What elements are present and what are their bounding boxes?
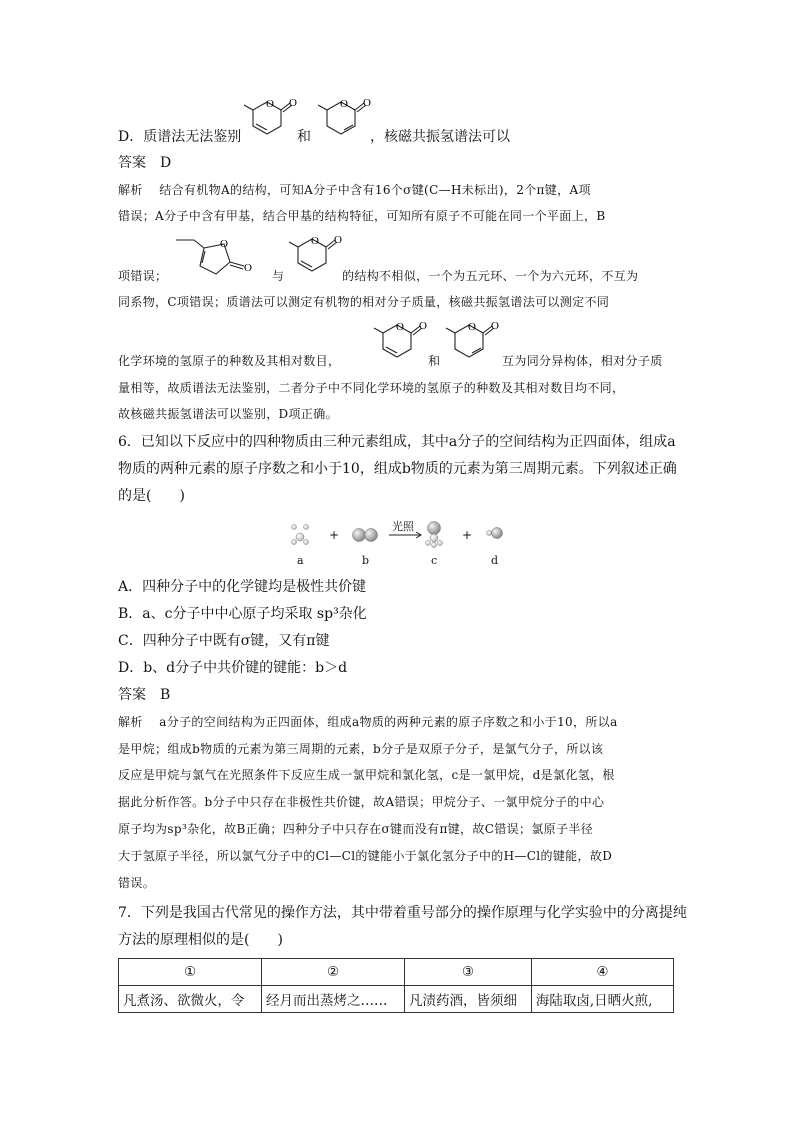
q5-and-1-text: 和 <box>297 129 311 145</box>
table-cell: 凡煮汤、欲微火，令 <box>119 986 262 1013</box>
q5-exp-line-3-suffix: 的结构不相似，一个为五元环、一个为六元环，不互为 <box>342 269 639 283</box>
q7-stem-line-1: 7．下列是我国古代常见的操作方法，其中带着重号部分的操作原理与化学实验中的分离提纯 <box>118 905 687 921</box>
chloromethane-molecule-icon <box>426 522 443 548</box>
table-header-row <box>119 959 674 986</box>
table-header-cell: ② <box>262 959 405 986</box>
reaction-condition: 光照 <box>392 520 414 533</box>
q5-exp-line-5-and: 和 <box>428 354 441 368</box>
q5-option-d-prefix: D．质谱法无法鉴别 <box>118 129 242 145</box>
table-header-cell: ① <box>119 959 262 986</box>
q7-stem-line-2: 方法的原理相似的是( ) <box>118 932 283 948</box>
lactone-five-ring-structure <box>172 232 262 282</box>
chlorine-molecule-icon <box>353 529 378 542</box>
q5-exp-line-4: 同系物，C项错误；质谱法可以测定有机物的相对分子质量，核磁共振氢谱法可以测定不同 <box>118 295 610 309</box>
q5-exp-line-3-prefix: 项错误； <box>118 269 168 283</box>
reaction-label-a: a <box>297 554 304 567</box>
q6-stem-line-1: 6．已知以下反应中的四种物质由三种元素组成，其中a分子的空间结构为正四面体，组成a <box>118 434 676 450</box>
q5-exp-line-7: 故核磁共振氢谱法可以鉴别，D项正确。 <box>118 407 338 421</box>
q6-exp-line-5: 原子均为sp³杂化，故B正确；四种分子中只存在σ键而没有π键，故C错误；氯原子半径 <box>118 822 594 836</box>
svg-text:O: O <box>289 97 297 109</box>
table-row <box>119 986 674 1013</box>
q6-exp-line-3: 反应是甲烷与氯气在光照条件下反应生成一氯甲烷和氯化氢，c是一氯甲烷，d是氯化氢，根 <box>118 768 615 782</box>
q5-exp-line-5-suffix: 互为同分异构体，相对分子质 <box>502 354 663 368</box>
lactone-six-ring-structure-5 <box>440 318 502 368</box>
q5-option-d-suffix <box>370 127 510 147</box>
table-cell: 经月而出蒸烤之…… <box>262 986 405 1013</box>
lactone-six-ring-structure-4 <box>368 318 430 368</box>
svg-text:O: O <box>396 321 404 333</box>
q6-answer: 答案 B <box>118 687 171 703</box>
q5-exp-line-1: 解析 结合有机物A的结构，可知A分子中含有16个σ键(C—H未标出)，2个π键，A项 <box>118 183 591 197</box>
svg-text:O: O <box>220 238 228 250</box>
lactone-six-ring-structure-3 <box>283 232 345 282</box>
lactone-six-ring-structure-2 <box>312 95 374 145</box>
q6-exp-line-6: 大于氢原子半径，所以氯气分子中的Cl—Cl的键能小于氯化氢分子中的H—Cl的键能，故D <box>118 849 613 863</box>
svg-text:O: O <box>363 97 371 109</box>
q5-exp-line-3-and: 与 <box>272 269 285 283</box>
reaction-label-d: d <box>491 554 499 567</box>
hydrogen-chloride-molecule-icon <box>487 528 503 539</box>
q5-exp-line-2: 错误；A分子中含有甲基，结合甲基的结构特征，可知所有原子不可能在同一个平面上，B <box>118 209 606 223</box>
methane-molecule-icon <box>292 525 309 545</box>
q6-exp-line-7: 错误。 <box>118 876 156 890</box>
svg-text:O: O <box>340 98 348 110</box>
q6-option-b: B．a、c分子中中心原子均采取 sp³杂化 <box>118 606 367 622</box>
svg-text:O: O <box>244 262 252 274</box>
q5-answer-text: 答案 D <box>118 155 172 171</box>
svg-text:O: O <box>491 320 499 332</box>
lactone-six-ring-structure-1 <box>238 95 300 145</box>
q6-exp-line-2: 是甲烷；组成b物质的元素为第三周期的元素，b分子是双原子分子，是氯气分子，所以该 <box>118 742 604 756</box>
table-cell: 凡渍药酒，皆须细 <box>405 986 532 1013</box>
q6-option-a: A．四种分子中的化学键均是极性共价键 <box>118 579 367 595</box>
reaction-label-b: b <box>362 554 370 567</box>
q6-stem-line-2: 物质的两种元素的原子序数之和小于10，组成b物质的元素为第三周期元素。下列叙述正确 <box>118 461 677 477</box>
q5-exp-line-5-prefix: 化学环境的氢原子的种数及其相对数目， <box>118 354 341 368</box>
svg-text:O: O <box>468 321 476 333</box>
q5-and-1 <box>297 127 311 147</box>
table-cell: 海陆取卤,日晒火煎, <box>531 986 673 1013</box>
q6-option-c: C．四种分子中既有σ键，又有π键 <box>118 633 330 649</box>
q5-answer <box>118 153 171 173</box>
q6-exp-line-4: 据此分析作答。b分子中只存在非极性共价键，故A错误；甲烷分子、一氯甲烷分子的中心 <box>118 795 605 809</box>
q5-option-d-suffix-text: ，核磁共振氢谱法可以 <box>370 129 510 145</box>
reaction-label-c: c <box>431 554 438 567</box>
svg-text:O: O <box>419 320 427 332</box>
table-header-cell: ④ <box>531 959 673 986</box>
table-header-cell: ③ <box>405 959 532 986</box>
q7-options-table <box>118 958 674 1013</box>
q6-exp-line-1: 解析 a分子的空间结构为正四面体，组成a物质的两种元素的原子序数之和小于10，所以a <box>118 715 618 729</box>
q5-option-d <box>118 127 241 147</box>
svg-text:O: O <box>311 235 319 247</box>
reaction-plus-1: + <box>329 528 340 542</box>
q5-exp-line-6: 量相等，故质谱法无法鉴别，二者分子中不同化学环境的氢原子的种数及其相对数目均不同， <box>118 381 625 395</box>
q6-option-d: D．b、d分子中共价键的键能：b＞d <box>118 660 348 676</box>
q6-stem-line-3: 的是( ) <box>118 488 185 504</box>
svg-text:O: O <box>266 98 274 110</box>
reaction-diagram <box>288 515 518 575</box>
svg-text:O: O <box>334 234 342 246</box>
reaction-plus-2: + <box>462 528 473 542</box>
